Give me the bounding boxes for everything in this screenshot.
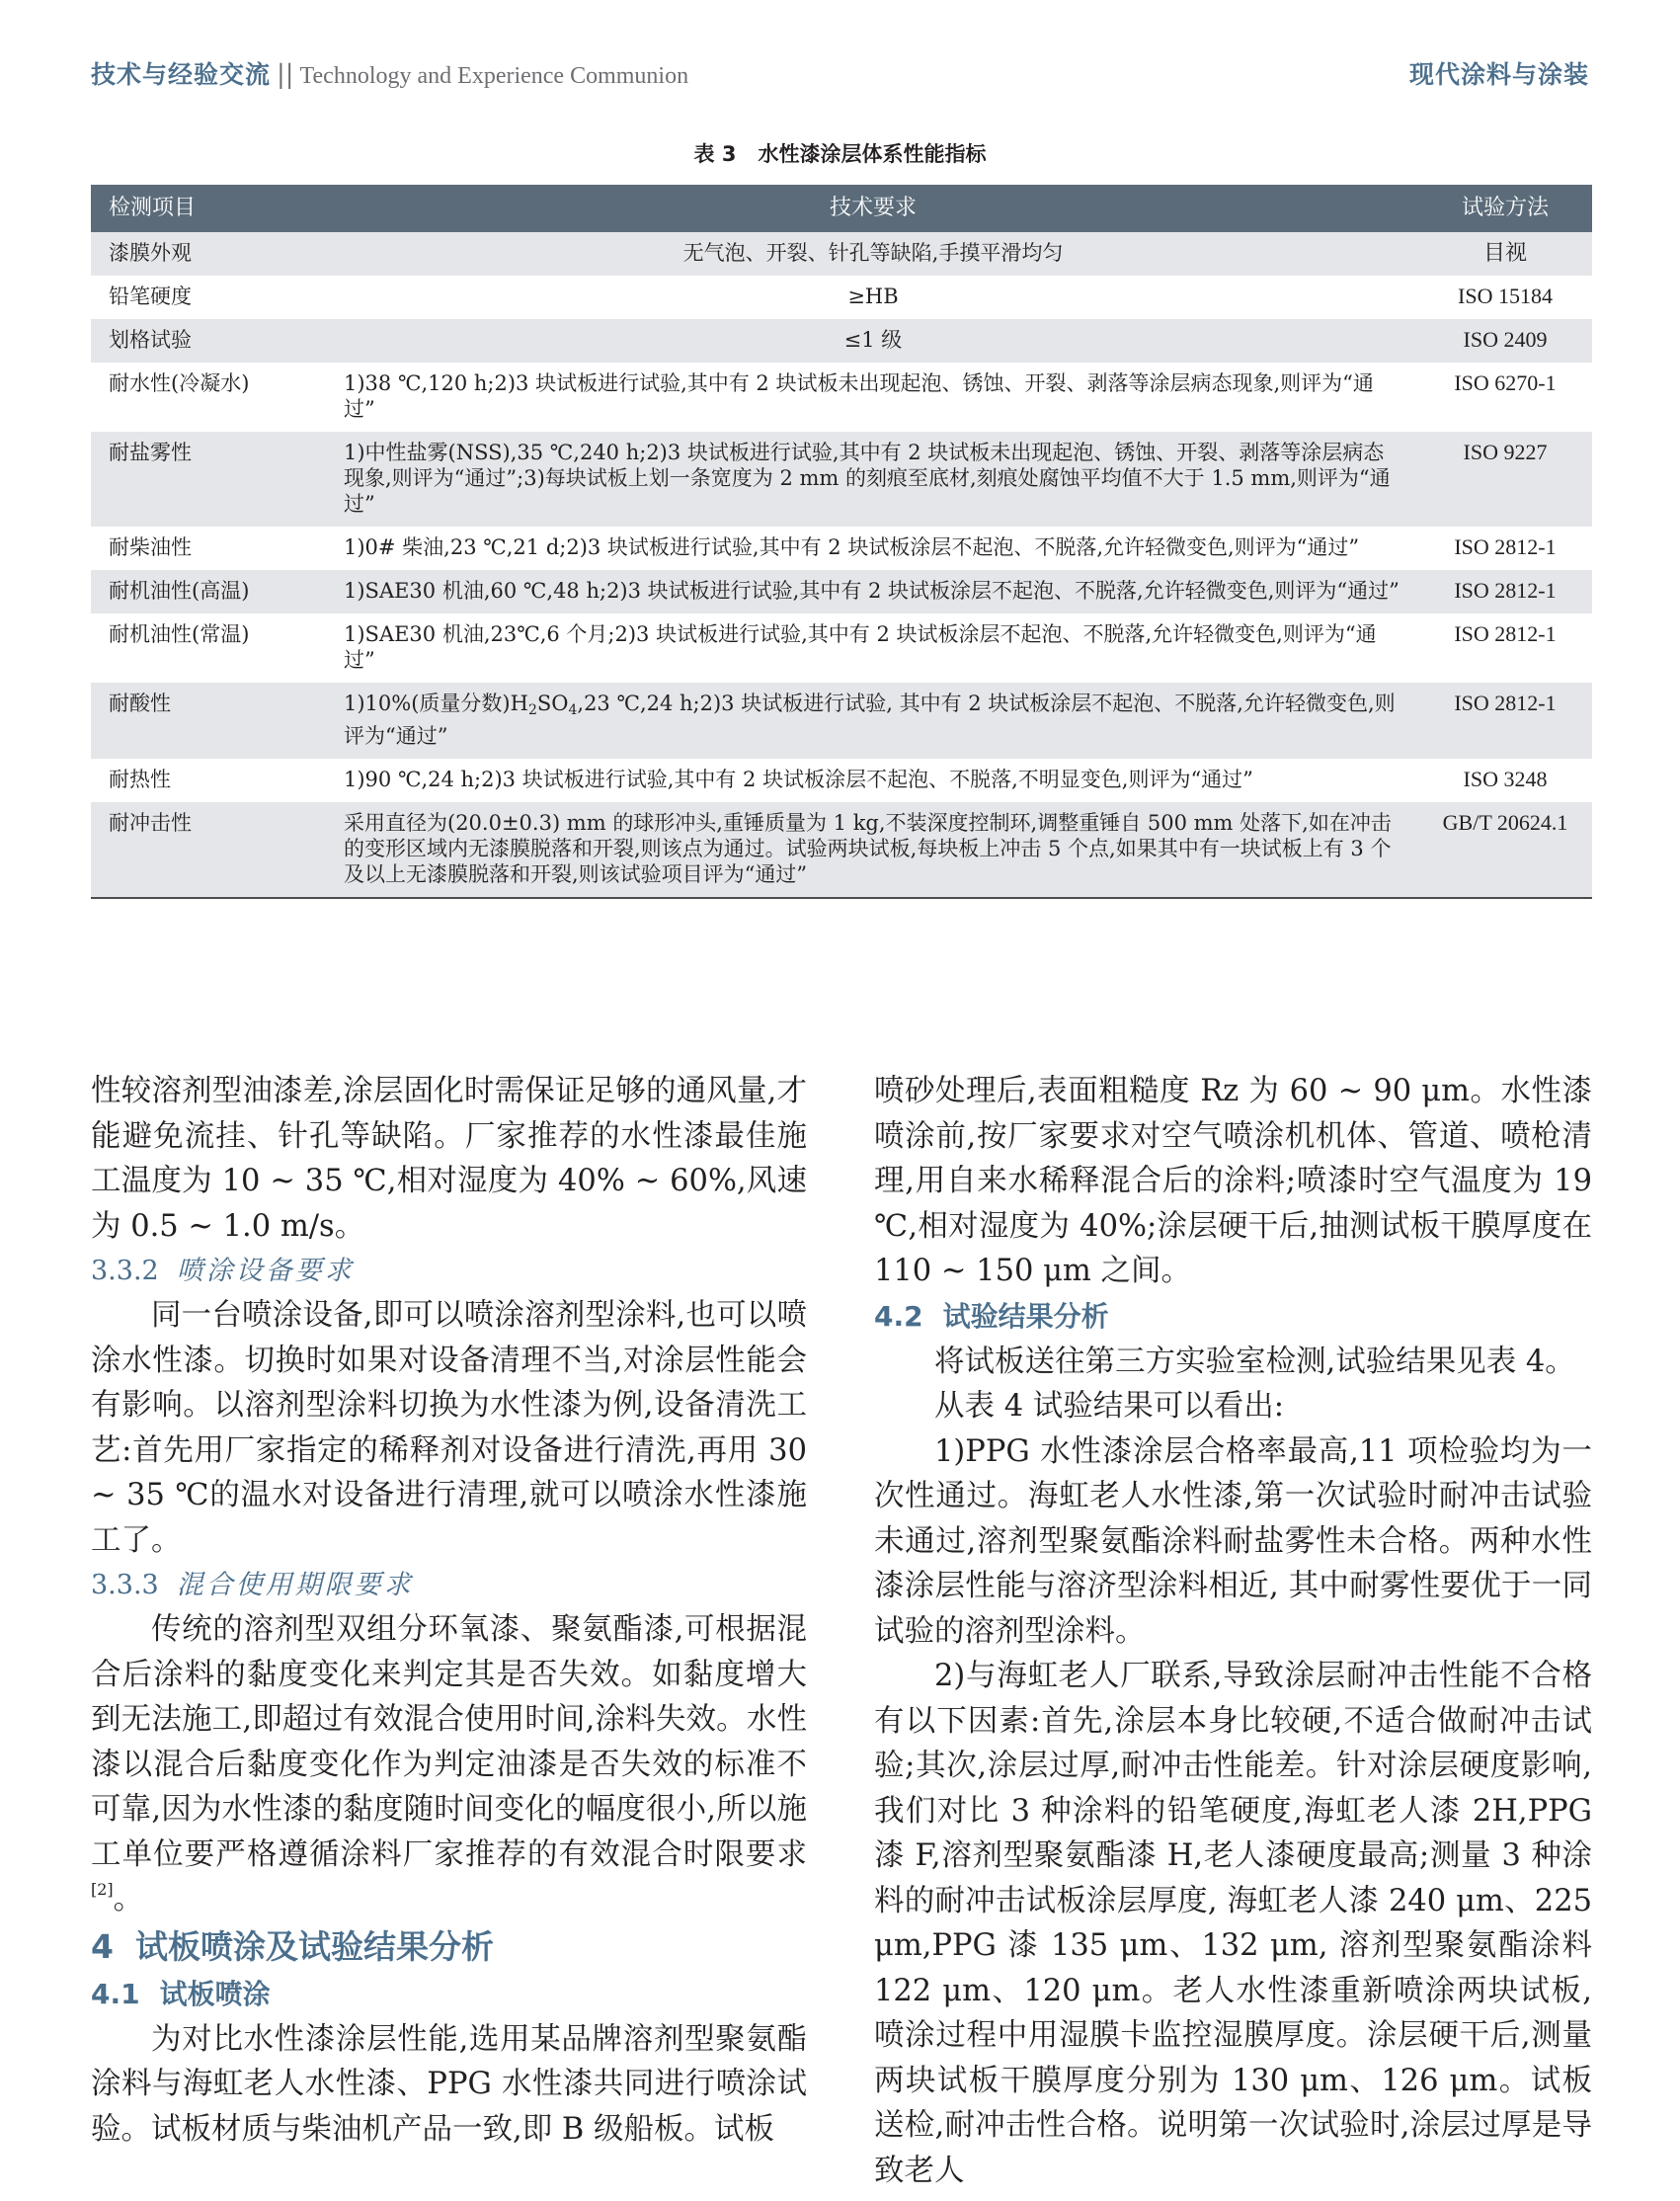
table-title: 水性漆涂层体系性能指标 xyxy=(758,142,987,166)
row-method: ISO 3248 xyxy=(1463,767,1548,791)
paragraph-text: 传统的溶剂型双组分环氧漆、聚氨酯漆,可根据混合后涂料的黏度变化来判定其是否失效。如黏度增大到无法施工,即超过有效混合使用时间,涂料失效。水性漆以混合后黏度变化作为判定油漆是否失效的标准不可靠,因为水性漆的黏度随时间变化的幅度很小,所以施工单位要严格遵循涂料厂家推荐的有效混合时限要求 xyxy=(91,1612,807,1872)
paragraph: 1)PPG 水性漆涂层合格率最高,11 项检验均为一次性通过。海虹老人水性漆,第一次试验时耐冲击试验未通过,溶剂型聚氨酯涂料耐盐雾性未合格。两种水性漆涂层性能与溶济型涂料相近, 其中耐雾性要优于一同试验的溶剂型涂料。 xyxy=(874,1433,1592,1649)
heading-title: 喷涂设备要求 xyxy=(176,1256,355,1286)
row-item: 耐水性(冷凝水) xyxy=(109,371,250,395)
row-item: 铅笔硬度 xyxy=(109,285,192,308)
table-row xyxy=(91,319,1592,363)
journal-name: 现代涂料与涂装 xyxy=(1408,60,1589,89)
performance-table xyxy=(91,185,1592,899)
table-body xyxy=(91,232,1592,897)
heading-number: 3.3.3 xyxy=(91,1570,159,1600)
row-requirement: 1)SAE30 机油,23℃,6 个月;2)3 块试板进行试验,其中有 2 块试板涂层不起泡、不脱落,允许轻微变色,则评为“通过” xyxy=(344,622,1377,672)
req-text-a: 1)10%(质量分数)H xyxy=(344,692,528,715)
row-requirement: ≤1 级 xyxy=(843,328,903,352)
table-row xyxy=(91,570,1592,613)
row-requirement: 无气泡、开裂、针孔等缺陷,手摸平滑均匀 xyxy=(682,241,1064,265)
paragraph: 同一台喷涂设备,即可以喷涂溶剂型涂料,也可以喷涂水性漆。切换时如果对设备清理不当,对涂层性能会有影响。以溶剂型涂料切换为水性漆为例,设备清洗工艺:首先用厂家指定的稀释剂对设备进行清洗,再用 30 ~ 35 ℃的温水对设备进行清理,就可以喷涂水性漆施工了。 xyxy=(91,1298,807,1558)
row-method: ISO 2812-1 xyxy=(1454,534,1557,559)
row-requirement: 1)38 ℃,120 h;2)3 块试板进行试验,其中有 2 块试板未出现起泡、锈蚀、开裂、剥落等涂层病态现象,则评为“通过” xyxy=(344,371,1374,421)
row-item: 耐机油性(常温) xyxy=(109,622,250,646)
paragraph: 为对比水性漆涂层性能,选用某品牌溶剂型聚氨酯涂料与海虹老人水性漆、PPG 水性漆共同进行喷涂试验。试板材质与柴油机产品一致,即 B 级船板。试板 xyxy=(91,2021,807,2147)
right-text-column xyxy=(874,1069,1592,2193)
heading-number: 4.2 xyxy=(874,1299,923,1333)
row-item: 耐热性 xyxy=(109,768,171,791)
row-method: GB/T 20624.1 xyxy=(1442,810,1568,835)
table-row xyxy=(91,613,1592,683)
subscript-2: 2 xyxy=(527,702,537,718)
section-heading-4 xyxy=(91,1922,807,1972)
col-header-requirement: 技术要求 xyxy=(829,196,917,220)
req-text-b: SO xyxy=(536,692,569,715)
row-item: 耐盐雾性 xyxy=(109,441,192,464)
subsection-heading-4-2 xyxy=(874,1294,1592,1340)
heading-number: 4 xyxy=(91,1926,114,1966)
col-header-method: 试验方法 xyxy=(1461,196,1549,220)
subsection-heading-3-3-2 xyxy=(91,1249,807,1293)
row-requirement: 1)SAE30 机油,60 ℃,48 h;2)3 块试板进行试验,其中有 2 块试板涂层不起泡、不脱落,允许轻微变色,则评为“通过” xyxy=(344,579,1400,603)
citation-ref: [2] xyxy=(91,1880,114,1899)
header-separator: || xyxy=(277,60,294,90)
req-text-c: ,23 ℃,24 h;2)3 块试板进行试验, 其中有 2 块试板涂层不起泡、不脱落,允许轻微变色,则评为“通过” xyxy=(344,692,1396,748)
row-requirement: ≥HB xyxy=(847,285,899,308)
row-method: ISO 2409 xyxy=(1463,327,1548,352)
paragraph: 喷砂处理后,表面粗糙度 Rz 为 60 ~ 90 μm。水性漆喷涂前,按厂家要求对空气喷涂机机体、管道、喷枪清理,用自来水稀释混合后的涂料;喷漆时空气温度为 19 ℃,相对湿度为 40%;涂层硬干后,抽测试板干膜厚度在 110 ~ 150 μm 之间。 xyxy=(874,1074,1592,1288)
row-item: 耐酸性 xyxy=(109,692,171,715)
paragraph xyxy=(91,1607,807,1922)
paragraph-end: 。 xyxy=(113,1882,144,1916)
row-method: ISO 2812-1 xyxy=(1454,691,1557,715)
table-row xyxy=(91,802,1592,897)
table-header-row xyxy=(91,185,1592,232)
row-requirement: 采用直径为(20.0±0.3) mm 的球形冲头,重锤质量为 1 kg,不装深度控制环,调整重锤自 500 mm 处落下,如在冲击的变形区域内无漆膜脱落和开裂,则该点为通过。试验两块试板,每块板上冲击 5 个点,如果其中有一块试板上有 3 个及以上无漆膜脱落和开裂,则该试验项目评为“通过” xyxy=(344,811,1392,886)
table-bottom-rule xyxy=(91,897,1592,899)
row-method: ISO 2812-1 xyxy=(1454,578,1557,603)
row-requirement: 1)0# 柴油,23 ℃,21 d;2)3 块试板进行试验,其中有 2 块试板涂层不起泡、不脱落,允许轻微变色,则评为“通过” xyxy=(344,535,1360,559)
row-item: 漆膜外观 xyxy=(109,241,192,265)
row-requirement: 1)90 ℃,24 h;2)3 块试板进行试验,其中有 2 块试板涂层不起泡、不脱落,不明显变色,则评为“通过” xyxy=(344,768,1253,791)
heading-title: 混合使用期限要求 xyxy=(176,1570,414,1600)
table-row xyxy=(91,527,1592,570)
row-method: ISO 2812-1 xyxy=(1454,621,1557,646)
row-requirement xyxy=(344,691,1418,749)
heading-number: 4.1 xyxy=(91,1977,140,2010)
heading-number: 3.3.2 xyxy=(91,1256,159,1286)
paragraph: 将试板送往第三方实验室检测,试验结果见表 4。 xyxy=(934,1344,1575,1379)
paragraph: 性较溶剂型油漆差,涂层固化时需保证足够的通风量,才能避免流挂、针孔等缺陷。厂家推荐的水性漆最佳施工温度为 10 ~ 35 ℃,相对湿度为 40% ~ 60%,风速为 0.5 ~ 1.0 m/s。 xyxy=(91,1074,807,1244)
col-header-item: 检测项目 xyxy=(109,196,197,220)
table-row xyxy=(91,232,1592,276)
subsection-heading-4-1 xyxy=(91,1972,807,2017)
row-method: ISO 6270-1 xyxy=(1454,370,1557,395)
section-name: 技术与经验交流 xyxy=(91,60,272,89)
table-row xyxy=(91,759,1592,802)
paragraph: 从表 4 试验结果可以看出: xyxy=(934,1389,1285,1424)
row-method: ISO 15184 xyxy=(1458,284,1553,308)
row-item: 耐冲击性 xyxy=(109,811,192,835)
paragraph: 2)与海虹老人厂联系,导致涂层耐冲击性能不合格有以下因素:首先,涂层本身比较硬,不适合做耐冲击试验;其次,涂层过厚,耐冲击性能差。针对涂层硬度影响,我们对比 3 种涂料的铅笔硬度,海虹老人漆 2H,PPG 漆 F,溶剂型聚氨酯漆 H,老人漆硬度最高;测量 3 种涂料的耐冲击试板涂层厚度, 海虹老人漆 240 μm、225 μm,PPG 漆 135 μm、132 μm, 溶剂型聚氨酯涂料 122 μm、120 μm。老人水性漆重新喷涂两块试板,喷涂过程中用湿膜卡监控湿膜厚度。涂层硬干后,测量两块试板干膜厚度分别为 130 μm、126 μm。试板送检,耐冲击性合格。说明第一次试验时,涂层过厚是导致老人 xyxy=(874,1659,1592,2188)
row-requirement: 1)中性盐雾(NSS),35 ℃,240 h;2)3 块试板进行试验,其中有 2 块试板未出现起泡、锈蚀、开裂、剥落等涂层病态现象,则评为“通过”;3)每块试板上划一条宽度为 2 mm 的刻痕至底材,刻痕处腐蚀平均值不大于 1.5 mm,则评为“通过” xyxy=(344,441,1391,516)
table-caption xyxy=(0,138,1680,168)
row-method: ISO 9227 xyxy=(1463,440,1548,464)
heading-title: 试验结果分析 xyxy=(942,1299,1109,1333)
table-number: 表 3 xyxy=(693,142,737,166)
table-row xyxy=(91,432,1592,527)
heading-title: 试板喷涂及试验结果分析 xyxy=(134,1926,494,1966)
subsection-heading-3-3-3 xyxy=(91,1563,807,1607)
table-row xyxy=(91,276,1592,319)
table-row xyxy=(91,683,1592,759)
section-name-en: Technology and Experience Communion xyxy=(299,63,689,89)
subscript-4: 4 xyxy=(568,702,578,718)
row-method: 目视 xyxy=(1482,240,1527,265)
row-item: 划格试验 xyxy=(109,328,192,352)
running-header xyxy=(91,51,1589,97)
row-item: 耐柴油性 xyxy=(109,535,192,559)
running-header-left xyxy=(91,55,688,91)
left-text-column xyxy=(91,1069,807,2152)
row-item: 耐机油性(高温) xyxy=(109,579,250,603)
table-row xyxy=(91,363,1592,432)
heading-title: 试板喷涂 xyxy=(159,1977,271,2010)
